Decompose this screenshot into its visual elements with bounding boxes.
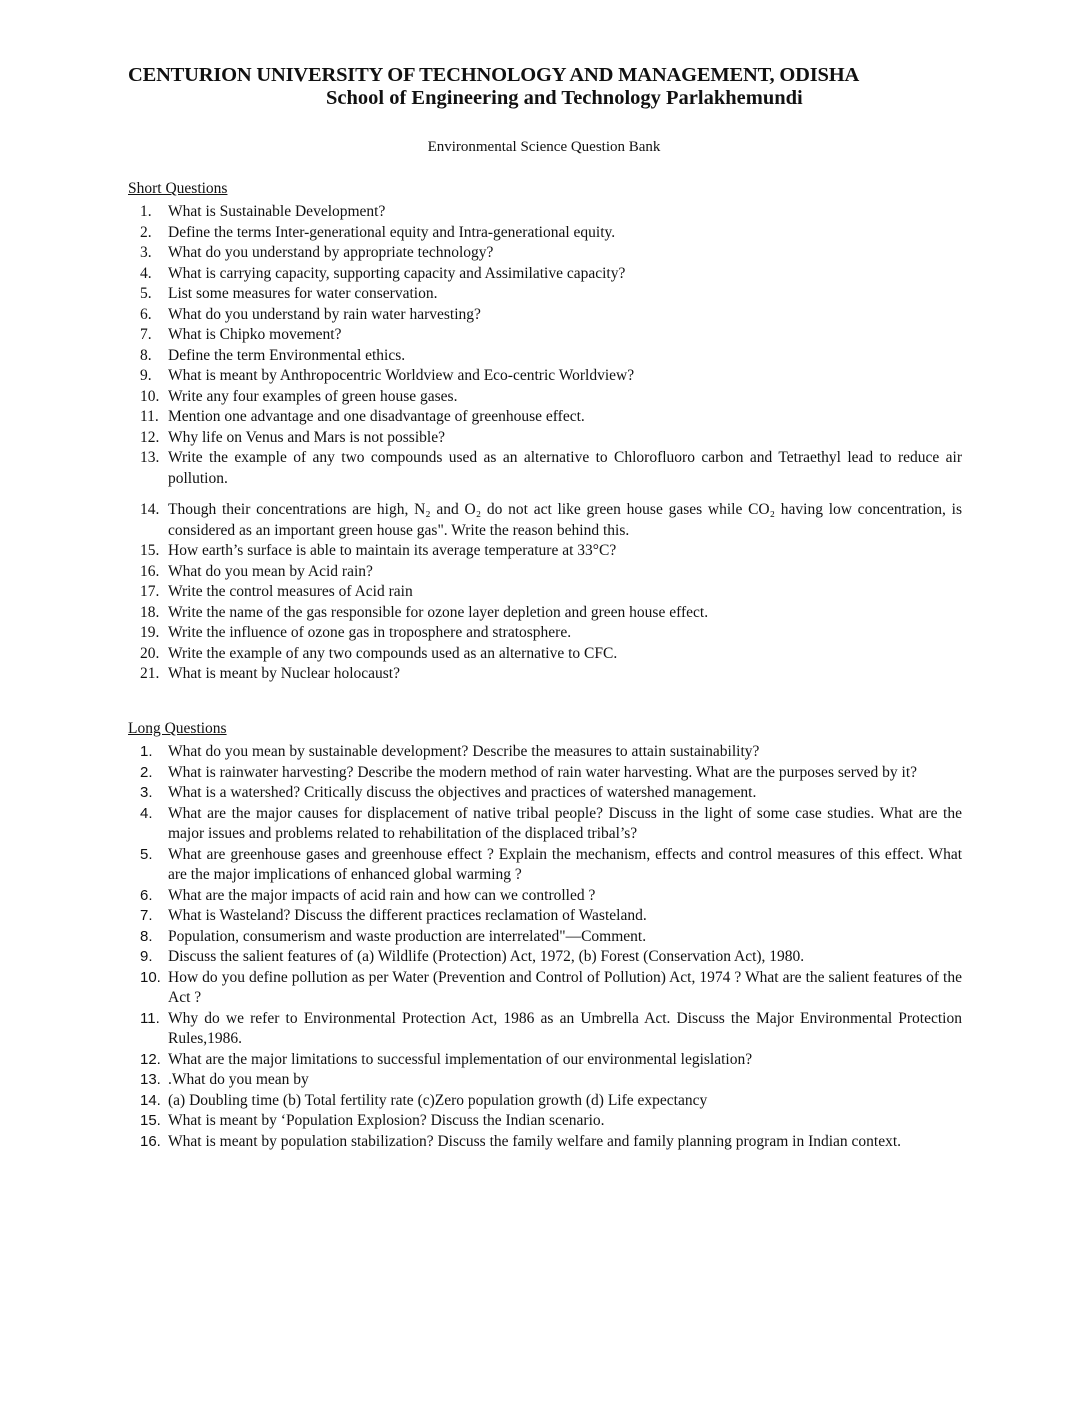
question-number-label: 20. — [140, 644, 160, 662]
question-number — [128, 500, 168, 541]
short-questions-list — [128, 202, 962, 685]
question-text: Write the name of the gas responsible for ozone layer depletion and green house effect. — [168, 603, 709, 621]
question-item — [128, 783, 962, 804]
question-number — [128, 845, 168, 886]
question-number — [128, 223, 168, 244]
question-number-label: 2. — [140, 223, 152, 241]
question-number — [128, 968, 168, 1009]
question-item — [128, 243, 962, 264]
question-number-label: 3. — [140, 784, 153, 801]
question-item — [128, 664, 962, 685]
question-number — [128, 305, 168, 326]
question-number-label: 4. — [140, 804, 153, 822]
question-number — [128, 448, 168, 489]
question-number — [128, 1050, 168, 1071]
question-number-label: 9. — [140, 948, 153, 965]
question-number — [128, 407, 168, 428]
question-item — [128, 804, 962, 845]
question-text: What is Wasteland? Discuss the different practices reclamation of Wasteland. — [168, 907, 647, 924]
question-number-label: 19. — [140, 624, 160, 641]
question-number-label: 9. — [140, 367, 152, 384]
question-number-label: 11. — [140, 408, 159, 425]
question-text: What do you mean by Acid rain? — [168, 562, 373, 580]
question-number-label: 4. — [140, 264, 152, 282]
question-number-label: 7. — [140, 907, 153, 924]
school-title: School of Engineering and Technology Parlakhemundi — [326, 87, 803, 109]
question-number — [128, 1070, 168, 1091]
question-number-label: 16. — [140, 1132, 161, 1150]
long-questions-heading: Long Questions — [128, 720, 227, 737]
question-number — [128, 562, 168, 583]
question-number — [128, 763, 168, 784]
question-number-label: 8. — [140, 927, 153, 945]
university-title: CENTURION UNIVERSITY OF TECHNOLOGY AND MANAGEMENT, ODISHA — [128, 64, 860, 86]
question-text: What do you understand by rain water harvesting? — [168, 305, 481, 323]
question-text: What is Chipko movement? — [168, 326, 342, 343]
question-text: Define the term Environmental ethics. — [168, 346, 406, 364]
question-item — [128, 886, 962, 907]
question-item — [128, 845, 962, 886]
question-text: Write the example of any two compounds used as an alternative to Chlorofluoro carbon and Tetraethyl lead to reduce air pollution. — [168, 449, 962, 487]
question-item — [128, 947, 962, 968]
question-item — [128, 346, 962, 367]
question-number — [128, 1091, 168, 1112]
question-number-label: 11. — [140, 1009, 160, 1027]
question-text: What do you mean by sustainable development? Describe the measures to attain sustainability? — [168, 743, 760, 760]
question-text: What do you understand by appropriate technology? — [168, 244, 494, 261]
short-questions-heading: Short Questions — [128, 180, 228, 197]
question-number-label: 17. — [140, 583, 160, 600]
question-number-label: 12. — [140, 1050, 161, 1068]
question-text: Write any four examples of green house gases. — [168, 387, 458, 405]
question-number-label: 10. — [140, 968, 161, 986]
document-subtitle: Environmental Science Question Bank — [427, 139, 661, 155]
question-text: Discuss the salient features of (a) Wildlife (Protection) Act, 1972, (b) Forest (Conservation Act), 1980. — [168, 948, 805, 965]
question-number-label: 3. — [140, 244, 152, 261]
question-text: List some measures for water conservation. — [168, 285, 438, 302]
question-text: What is rainwater harvesting? Describe the modern method of rain water harvesting. What are the purposes served by it? — [168, 763, 918, 781]
question-item — [128, 927, 962, 948]
question-item — [128, 1132, 962, 1153]
question-number-label: 5. — [140, 285, 152, 302]
question-text: (a) Doubling time (b) Total fertility rate (c)Zero population growth (d) Life expectancy — [168, 1091, 708, 1109]
question-number-label: 13. — [140, 449, 160, 466]
question-number-label: 18. — [140, 603, 160, 621]
question-number — [128, 623, 168, 644]
question-number — [128, 906, 168, 927]
question-number — [128, 644, 168, 665]
question-item — [128, 305, 962, 326]
question-item — [128, 1009, 962, 1050]
question-item — [128, 264, 962, 285]
question-number — [128, 886, 168, 907]
question-number — [128, 243, 168, 264]
question-number — [128, 603, 168, 624]
question-item — [128, 968, 962, 1009]
question-number-label: 6. — [140, 305, 152, 323]
question-number — [128, 284, 168, 305]
question-text: Why life on Venus and Mars is not possible? — [168, 428, 445, 446]
question-item — [128, 562, 962, 583]
question-number — [128, 664, 168, 685]
question-number-label: 13. — [140, 1071, 161, 1088]
question-text: Why do we refer to Environmental Protection Act, 1986 as an Umbrella Act. Discuss the Major Environmental Protection Rules,1986. — [168, 1009, 962, 1047]
question-number — [128, 783, 168, 804]
question-number-label: 16. — [140, 562, 160, 580]
question-text: What are the major causes for displacement of native tribal people? Discuss in the light of some case studies. What are the major issues and problems related to rehabilitation of the displaced tribal’s? — [168, 804, 962, 842]
question-item — [128, 500, 962, 541]
question-number — [128, 387, 168, 408]
question-number — [128, 742, 168, 763]
question-number — [128, 346, 168, 367]
question-item — [128, 284, 962, 305]
question-number-label: 8. — [140, 346, 152, 364]
question-number-label: 21. — [140, 665, 160, 682]
question-number — [128, 582, 168, 603]
question-item — [128, 742, 962, 763]
question-item — [128, 448, 962, 489]
question-number-label: 14. — [140, 501, 160, 518]
question-number-label: 6. — [140, 886, 153, 904]
question-item — [128, 1050, 962, 1071]
question-text: Population, consumerism and waste production are interrelated"—Comment. — [168, 927, 647, 945]
long-questions-list — [128, 742, 962, 1152]
question-number — [128, 947, 168, 968]
question-text: What is meant by Nuclear holocaust? — [168, 665, 400, 682]
question-item — [128, 223, 962, 244]
question-item — [128, 623, 962, 644]
question-item — [128, 644, 962, 665]
question-item — [128, 1111, 962, 1132]
question-text: What are the major impacts of acid rain and how can we controlled ? — [168, 886, 596, 904]
question-item — [128, 541, 962, 562]
question-number-label: 1. — [140, 203, 152, 220]
question-text: What is carrying capacity, supporting capacity and Assimilative capacity? — [168, 264, 626, 282]
question-text: Mention one advantage and one disadvantage of greenhouse effect. — [168, 408, 585, 425]
question-text: How do you define pollution as per Water (Prevention and Control of Pollution) Act, 1974 ? What are the salient features of the Act ? — [168, 968, 962, 1006]
question-text: What is meant by Anthropocentric Worldview and Eco-centric Worldview? — [168, 367, 635, 384]
question-number — [128, 1111, 168, 1132]
question-item — [128, 1091, 962, 1112]
question-number — [128, 202, 168, 223]
question-text: Define the terms Inter-generational equity and Intra-generational equity. — [168, 223, 616, 241]
question-item — [128, 428, 962, 449]
question-number — [128, 428, 168, 449]
question-item — [128, 387, 962, 408]
question-text: What is a watershed? Critically discuss the objectives and practices of watershed management. — [168, 784, 757, 801]
question-number — [128, 1009, 168, 1050]
question-text: What is meant by ‘Population Explosion? Discuss the Indian scenario. — [168, 1112, 605, 1129]
question-number — [128, 366, 168, 387]
question-item — [128, 366, 962, 387]
question-number — [128, 541, 168, 562]
question-number-label: 10. — [140, 387, 160, 405]
question-text: Though their concentrations are high, N₂ and O₂ do not act like green house gases while CO₂ having low concentration, is considered as an important green house gas". Write the reason behind this. — [168, 501, 962, 539]
question-item — [128, 325, 962, 346]
question-number-label: 14. — [140, 1091, 161, 1109]
question-item — [128, 407, 962, 428]
question-item — [128, 763, 962, 784]
question-number — [128, 264, 168, 285]
question-number-label: 7. — [140, 326, 152, 343]
question-item — [128, 906, 962, 927]
question-item — [128, 582, 962, 603]
question-number-label: 15. — [140, 1112, 161, 1129]
question-item — [128, 1070, 962, 1091]
question-number — [128, 927, 168, 948]
question-text: What are the major limitations to successful implementation of our environmental legislation? — [168, 1050, 753, 1068]
question-text: Write the control measures of Acid rain — [168, 583, 413, 600]
question-text: What are greenhouse gases and greenhouse effect ? Explain the mechanism, effects and control measures of this effect. What are the major implications of enhanced global warming ? — [168, 845, 962, 883]
question-number-label: 1. — [140, 743, 153, 760]
question-number — [128, 804, 168, 845]
question-number — [128, 325, 168, 346]
question-number-label: 5. — [140, 845, 153, 863]
question-number-label: 2. — [140, 763, 153, 781]
question-item — [128, 603, 962, 624]
question-text: Write the influence of ozone gas in troposphere and stratosphere. — [168, 624, 572, 641]
question-text: What is meant by population stabilization? Discuss the family welfare and family planning program in Indian context. — [168, 1132, 902, 1150]
question-text: .What do you mean by — [168, 1071, 309, 1088]
question-text: Write the example of any two compounds used as an alternative to CFC. — [168, 644, 618, 662]
question-number — [128, 1132, 168, 1153]
question-item — [128, 202, 962, 223]
question-text: What is Sustainable Development? — [168, 203, 386, 220]
question-number-label: 12. — [140, 428, 160, 446]
question-text: How earth’s surface is able to maintain its average temperature at 33°C? — [168, 542, 617, 559]
question-number-label: 15. — [140, 542, 160, 559]
